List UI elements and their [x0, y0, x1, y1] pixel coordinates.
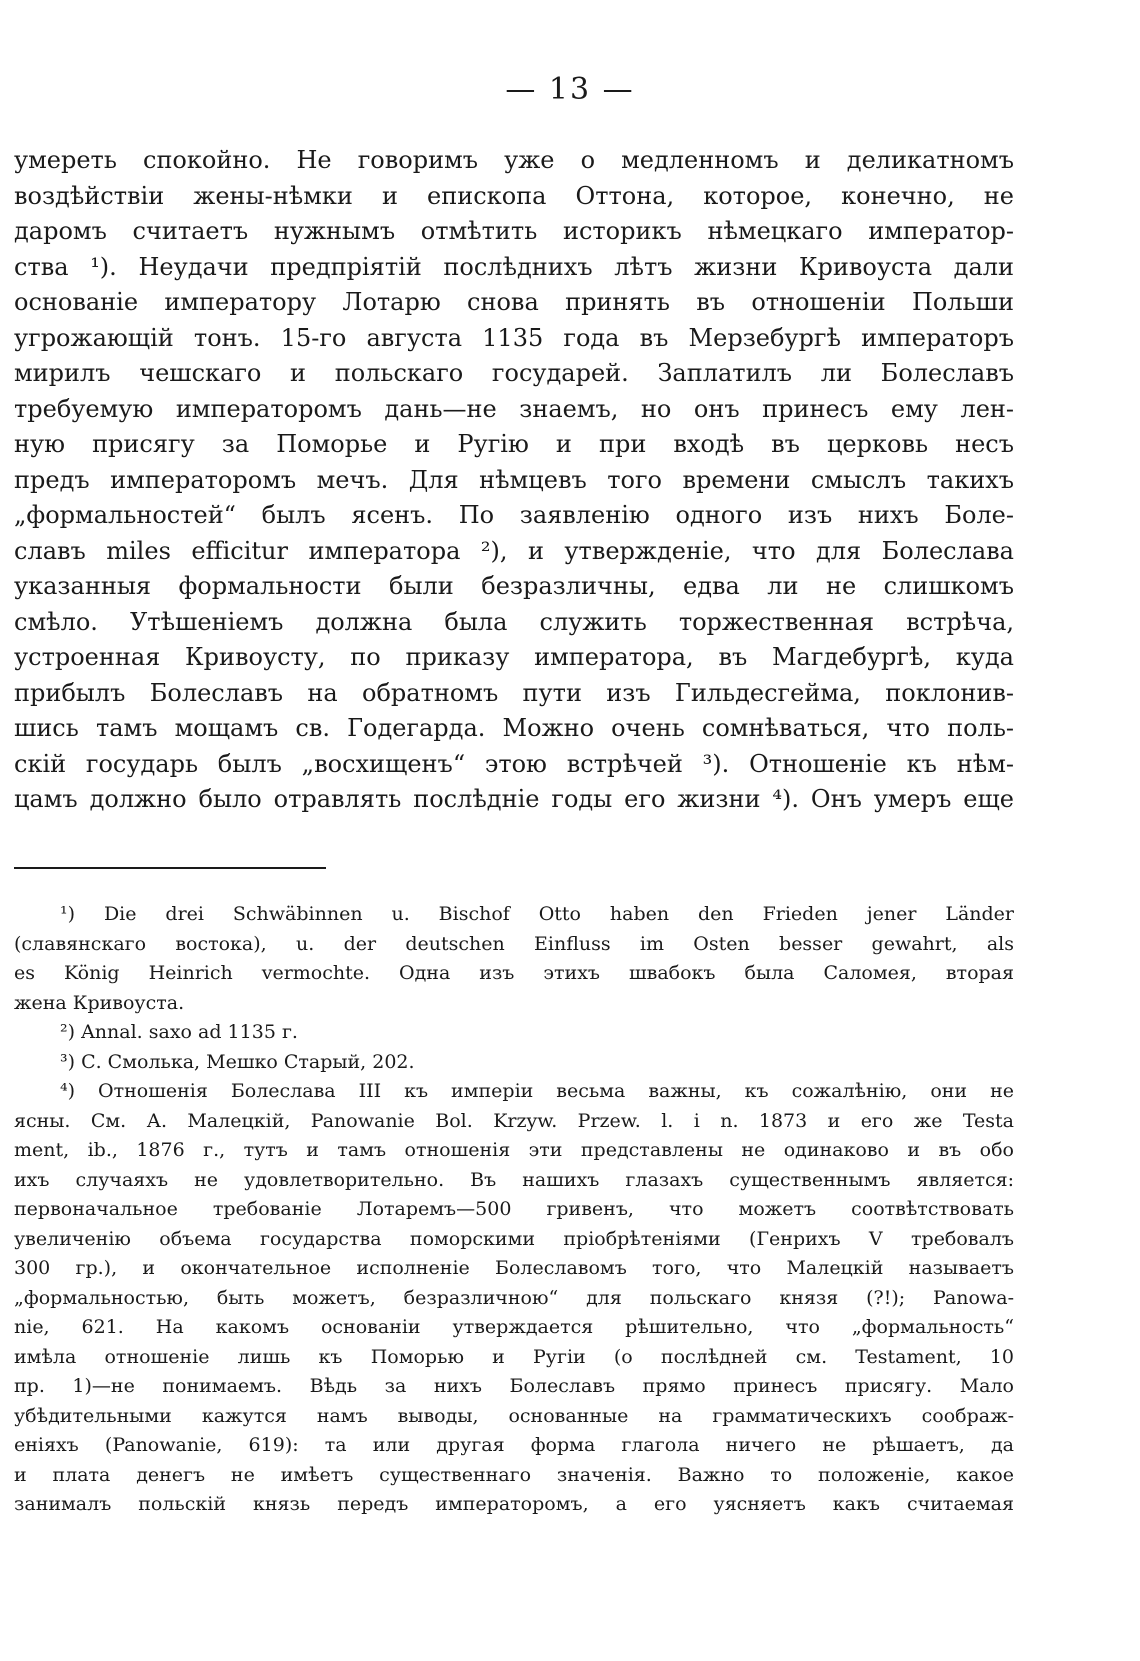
text-line: ства ¹). Неудачи предпріятій послѣднихъ лѣтъ жизни Кривоуста дали	[14, 252, 1014, 281]
footnote-3-line: ³) С. Смолька, Мешко Старый, 202.	[60, 1050, 415, 1073]
text-line: скій государь былъ „восхищенъ“ этою встрѣчей ³). Отношеніе къ нѣм-	[14, 749, 1014, 778]
text-line: воздѣйствіи жены-нѣмки и епископа Оттона, которое, конечно, не	[14, 181, 1014, 210]
text-line: предъ императоромъ мечъ. Для нѣмцевъ того времени смыслъ такихъ	[14, 465, 1014, 494]
footnote-4-line: „формальностью, быть можетъ, безразличною“ для польскаго князя (?!); Panowa-	[14, 1286, 1014, 1309]
footnote-4-line: пр. 1)—не понимаемъ. Вѣдь за нихъ Болеславъ прямо принесъ присягу. Мало	[14, 1375, 1014, 1397]
text-line: умереть спокойно. Не говоримъ уже о медленномъ и деликатномъ	[14, 146, 1014, 174]
text-line: шись тамъ мощамъ св. Годегарда. Можно очень сомнѣваться, что поль-	[14, 714, 1014, 742]
text-line: мирилъ чешскаго и польскаго государей. Заплатилъ ли Болеславъ	[14, 359, 1014, 387]
main-text	[14, 143, 1014, 818]
footnote-4-line: занималъ польскій князь передъ императоромъ, а его уясняетъ какъ считаемая	[14, 1493, 1014, 1515]
footnote-rule	[14, 867, 326, 869]
footnote-4-line: ⁴) Отношенія Болеслава III къ имперіи весьма важны, къ сожалѣнію, они не	[60, 1080, 1014, 1102]
footnote-4-line: увеличенію объема государства поморскими пріобрѣтеніями (Генрихъ V требовалъ	[14, 1227, 1014, 1250]
footnote-4-line: ихъ случаяхъ не удовлетворительно. Въ нашихъ глазахъ существеннымъ является:	[14, 1168, 1014, 1191]
footnotes	[14, 900, 1014, 1520]
text-line: смѣло. Утѣшеніемъ должна была служить торжественная встрѣча,	[14, 607, 1014, 636]
text-line: ную присягу за Поморье и Ругію и при входѣ въ церковь несъ	[14, 430, 1014, 458]
footnote-2-line: ²) Annal. saxo ad 1135 г.	[60, 1021, 298, 1043]
text-line: требуемую императоромъ дань—не знаемъ, но онъ принесъ ему лен-	[14, 394, 1014, 423]
text-line: угрожающій тонъ. 15-го августа 1135 года въ Мерзебургѣ императоръ	[14, 323, 1014, 352]
footnote-1-line: жена Кривоуста.	[14, 991, 185, 1014]
page-number: — 13 —	[505, 72, 635, 107]
footnote-4-line: еніяхъ (Panowanie, 619): та или другая форма глагола ничего не рѣшаетъ, да	[14, 1434, 1014, 1456]
footnote-4-line: имѣла отношеніе лишь къ Поморью и Ругіи (о послѣдней см. Testament, 10	[14, 1345, 1014, 1368]
footnote-1-line: es König Heinrich vermochte. Одна изъ этихъ швабокъ была Саломея, вторая	[14, 962, 1014, 984]
text-line: устроенная Кривоусту, по приказу императора, въ Магдебургѣ, куда	[14, 643, 1014, 671]
text-line: даромъ считаетъ нужнымъ отмѣтить историкъ нѣмецкаго император-	[14, 217, 1014, 245]
text-line: цамъ должно было отравлять послѣдніе годы его жизни ⁴). Онъ умеръ еще	[14, 785, 1014, 813]
footnote-4-line: nie, 621. На какомъ основаніи утверждается рѣшительно, что „формальность“	[14, 1316, 1014, 1338]
footnote-4-line: и плата денегъ не имѣетъ существеннаго значенія. Важно то положеніе, какое	[14, 1463, 1014, 1486]
footnote-1-line: ¹) Die drei Schwäbinnen u. Bischof Otto haben den Frieden jener Länder	[60, 903, 1014, 925]
footnote-4-line: ment, ib., 1876 г., тутъ и тамъ отношенія эти представлены не одинаково и въ обо	[14, 1139, 1014, 1161]
text-line: указанныя формальности были безразличны, едва ли не слишкомъ	[14, 572, 1014, 600]
footnote-1-line: (славянскаго востока), u. der deutschen Einfluss im Osten besser gewahrt, als	[14, 932, 1014, 955]
footnote-4-line: ясны. См. А. Малецкій, Panowanie Bol. Krzyw. Przew. l. i n. 1873 и его же Testa	[14, 1109, 1014, 1132]
text-line: „формальностей“ былъ ясенъ. По заявленію одного изъ нихъ Боле-	[14, 501, 1014, 529]
text-line: прибылъ Болеславъ на обратномъ пути изъ Гильдесгейма, поклонив-	[14, 678, 1014, 707]
footnote-4-line: 300 гр.), и окончательное исполненіе Болеславомъ того, что Малецкій называетъ	[14, 1257, 1014, 1279]
footnote-4-line: убѣдительными кажутся намъ выводы, основанные на грамматическихъ соображ-	[14, 1404, 1014, 1427]
text-line: славъ miles efficitur императора ²), и утвержденіе, что для Болеслава	[14, 536, 1014, 565]
text-line: основаніе императору Лотарю снова принять въ отношеніи Польши	[14, 288, 1014, 316]
footnote-4-line: первоначальное требованіе Лотаремъ—500 гривенъ, что можетъ соотвѣтствовать	[14, 1198, 1014, 1220]
